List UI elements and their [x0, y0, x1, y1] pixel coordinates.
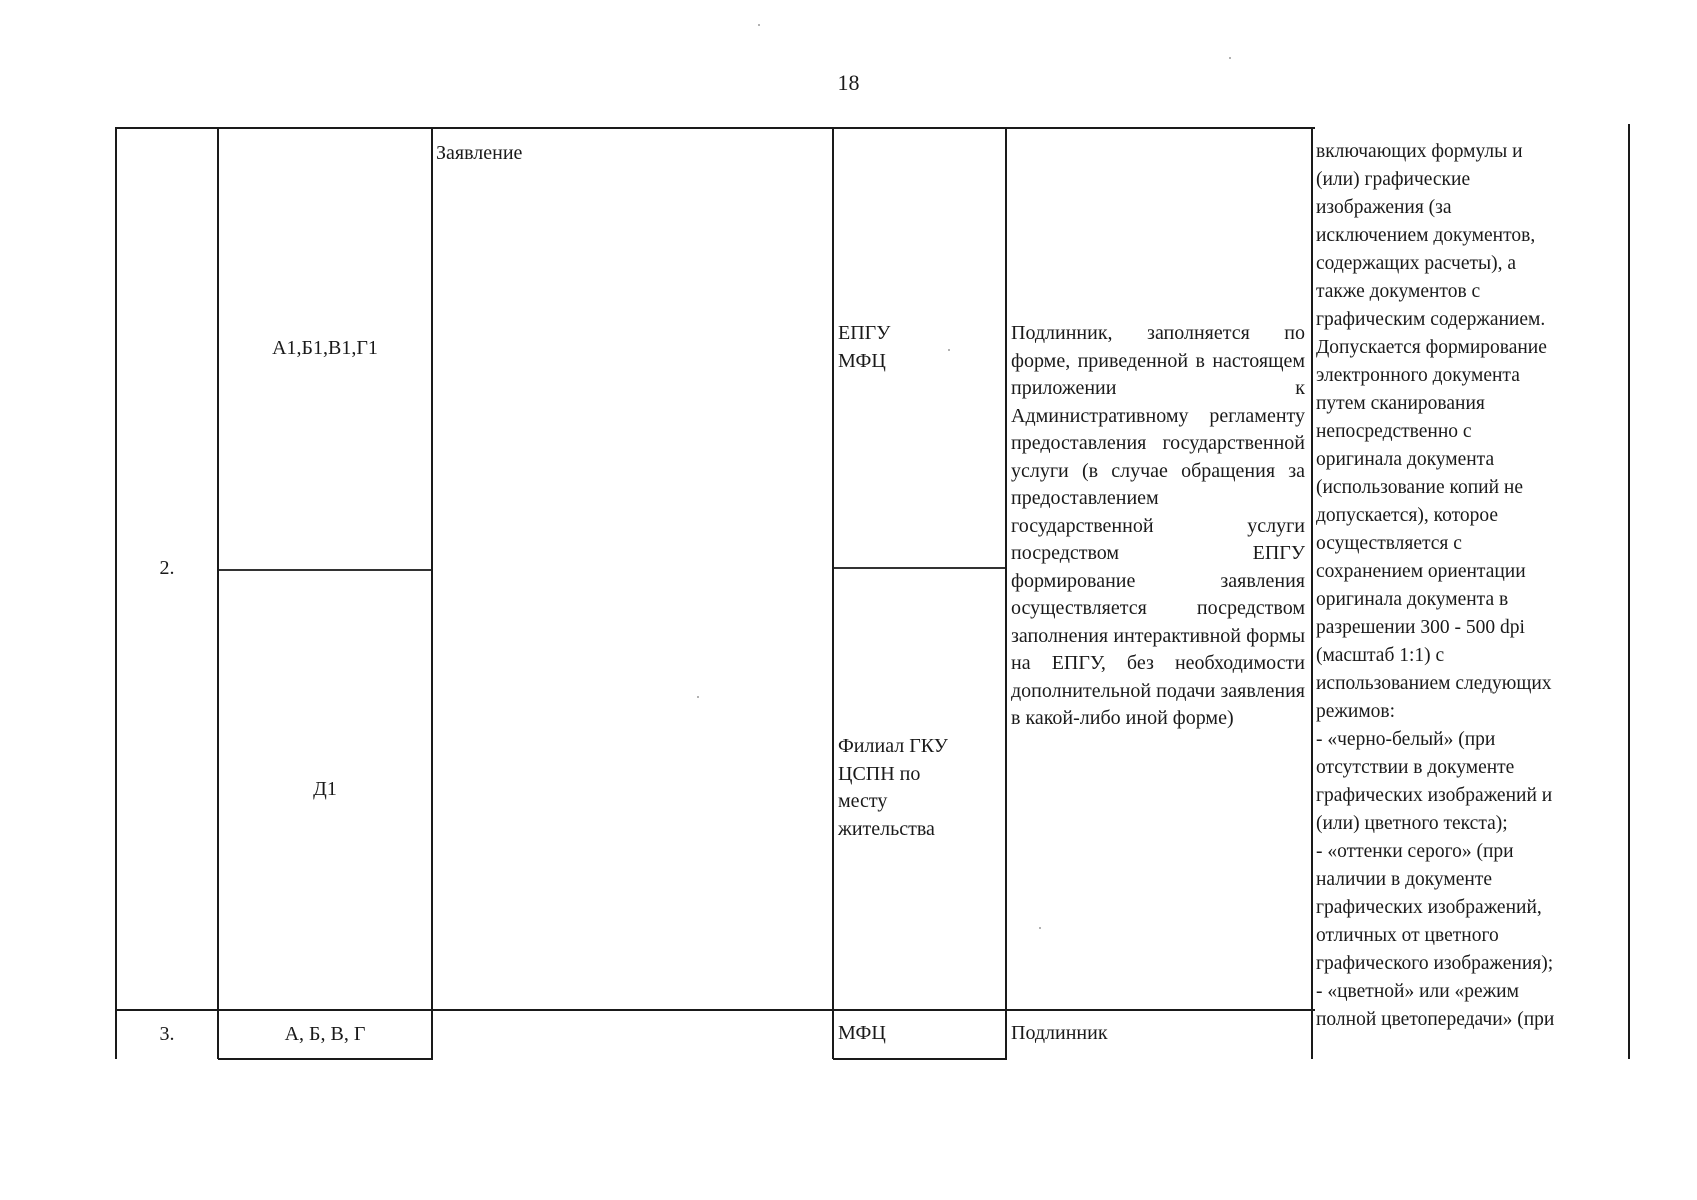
table-right-border	[1628, 124, 1630, 1059]
column-border-4	[1005, 128, 1007, 1059]
row-2-categories-top	[219, 128, 431, 569]
row-2-categories-top-text: А1,Б1,В1,Г1	[272, 336, 378, 359]
row-2-requirements-text: Подлинник, заполняется по форме, приведенной в настоящем приложении к Административному регламенту предоставления государственной услуги (в случае обращения за предоставлением государственной услуги посредством ЕПГУ формирование заявления осуществляется посредством заполнения интерактивной формы на ЕПГУ, без необходимости дополнительной подачи заявления в какой-либо иной форме)	[1011, 322, 1305, 729]
electronic-requirements-line: осуществляется с	[1316, 533, 1462, 554]
where-line: месту	[838, 790, 888, 812]
electronic-requirements-line: полной цветопередачи» (при	[1316, 1009, 1555, 1030]
electronic-requirements-line: допускается), которое	[1316, 505, 1499, 526]
row-2-where-bottom	[838, 733, 1003, 843]
electronic-requirements-line: графических изображений и	[1316, 785, 1553, 806]
row-3-where	[838, 1020, 1003, 1048]
electronic-requirements-line: режимов:	[1316, 701, 1396, 722]
row-2-categories-bottom	[219, 570, 431, 1009]
row-2-number-text: 2.	[159, 556, 175, 579]
electronic-requirements-line: (или) графические	[1316, 169, 1471, 190]
electronic-requirements-line: графического изображения);	[1316, 953, 1554, 974]
electronic-requirements-line: содержащих расчеты), а	[1316, 253, 1517, 274]
electronic-requirements-line: также документов с	[1316, 281, 1481, 302]
scan-speck	[948, 349, 950, 351]
row-2-requirements	[1011, 320, 1305, 733]
where-line: жительства	[838, 817, 935, 840]
scan-speck	[758, 24, 760, 26]
electronic-requirements-line: путем сканирования	[1316, 393, 1485, 414]
electronic-requirements-line: разрешении 300 - 500 dpi	[1316, 617, 1525, 638]
electronic-requirements-line: отличных от цветного	[1316, 925, 1499, 946]
electronic-requirements	[1316, 138, 1626, 1034]
electronic-requirements-line: - «черно-белый» (при	[1316, 729, 1496, 750]
electronic-requirements-line: - «цветной» или «режим	[1316, 981, 1519, 1002]
scan-speck	[1039, 927, 1041, 929]
row-3-where-text: МФЦ	[838, 1022, 886, 1044]
scan-speck	[697, 696, 699, 698]
scan-speck	[1229, 57, 1231, 59]
electronic-requirements-line: (или) цветного текста);	[1316, 813, 1508, 834]
electronic-requirements-line: сохранением ориентации	[1316, 561, 1526, 582]
row-2-split-line-where	[833, 567, 1007, 569]
row-2-categories-bottom-text: Д1	[313, 777, 337, 800]
electronic-requirements-line: Допускается формирование	[1316, 337, 1547, 358]
electronic-requirements-line: - «оттенки серого» (при	[1316, 841, 1514, 862]
row-3-number-text: 3.	[159, 1022, 175, 1045]
electronic-requirements-line: (использование копий не	[1316, 477, 1523, 498]
row-2-document-text: Заявление	[436, 142, 523, 164]
electronic-requirements-line: оригинала документа	[1316, 449, 1495, 470]
electronic-requirements-line: электронного документа	[1316, 365, 1520, 386]
where-line: МФЦ	[838, 349, 886, 372]
where-line: Филиал ГКУ	[838, 735, 948, 757]
row-3-requirements	[1011, 1020, 1305, 1048]
row-2-document	[436, 140, 828, 168]
page-number: 18	[837, 70, 860, 95]
electronic-requirements-line: использованием следующих	[1316, 673, 1552, 694]
column-border-3	[832, 128, 834, 1059]
electronic-requirements-line: (масштаб 1:1) с	[1316, 645, 1445, 666]
electronic-requirements-line: непосредственно с	[1316, 421, 1472, 442]
electronic-requirements-line: графических изображений,	[1316, 897, 1542, 918]
row-3-bottom-border-categories	[218, 1058, 433, 1060]
row-3-categories	[219, 1011, 431, 1058]
column-border-5	[1311, 128, 1313, 1059]
electronic-requirements-line: оригинала документа в	[1316, 589, 1509, 610]
electronic-requirements-line: изображения (за	[1316, 197, 1452, 218]
row-3-number	[117, 1011, 217, 1058]
row-3-requirements-text: Подлинник	[1011, 1022, 1108, 1044]
electronic-requirements-line: отсутствии в документе	[1316, 757, 1515, 778]
column-border-2	[431, 128, 433, 1059]
electronic-requirements-line: наличии в документе	[1316, 869, 1493, 890]
electronic-requirements-line: включающих формулы и	[1316, 141, 1523, 162]
electronic-requirements-line: исключением документов,	[1316, 225, 1536, 246]
row-3-categories-text: А, Б, В, Г	[284, 1022, 366, 1045]
where-line: ЦСПН по	[838, 762, 921, 785]
row-3-bottom-border-where	[833, 1058, 1007, 1060]
where-line: ЕПГУ	[838, 322, 891, 344]
electronic-requirements-line: графическим содержанием.	[1316, 309, 1546, 330]
row-2-where-top	[838, 320, 1003, 375]
row-2-number	[117, 128, 217, 1009]
